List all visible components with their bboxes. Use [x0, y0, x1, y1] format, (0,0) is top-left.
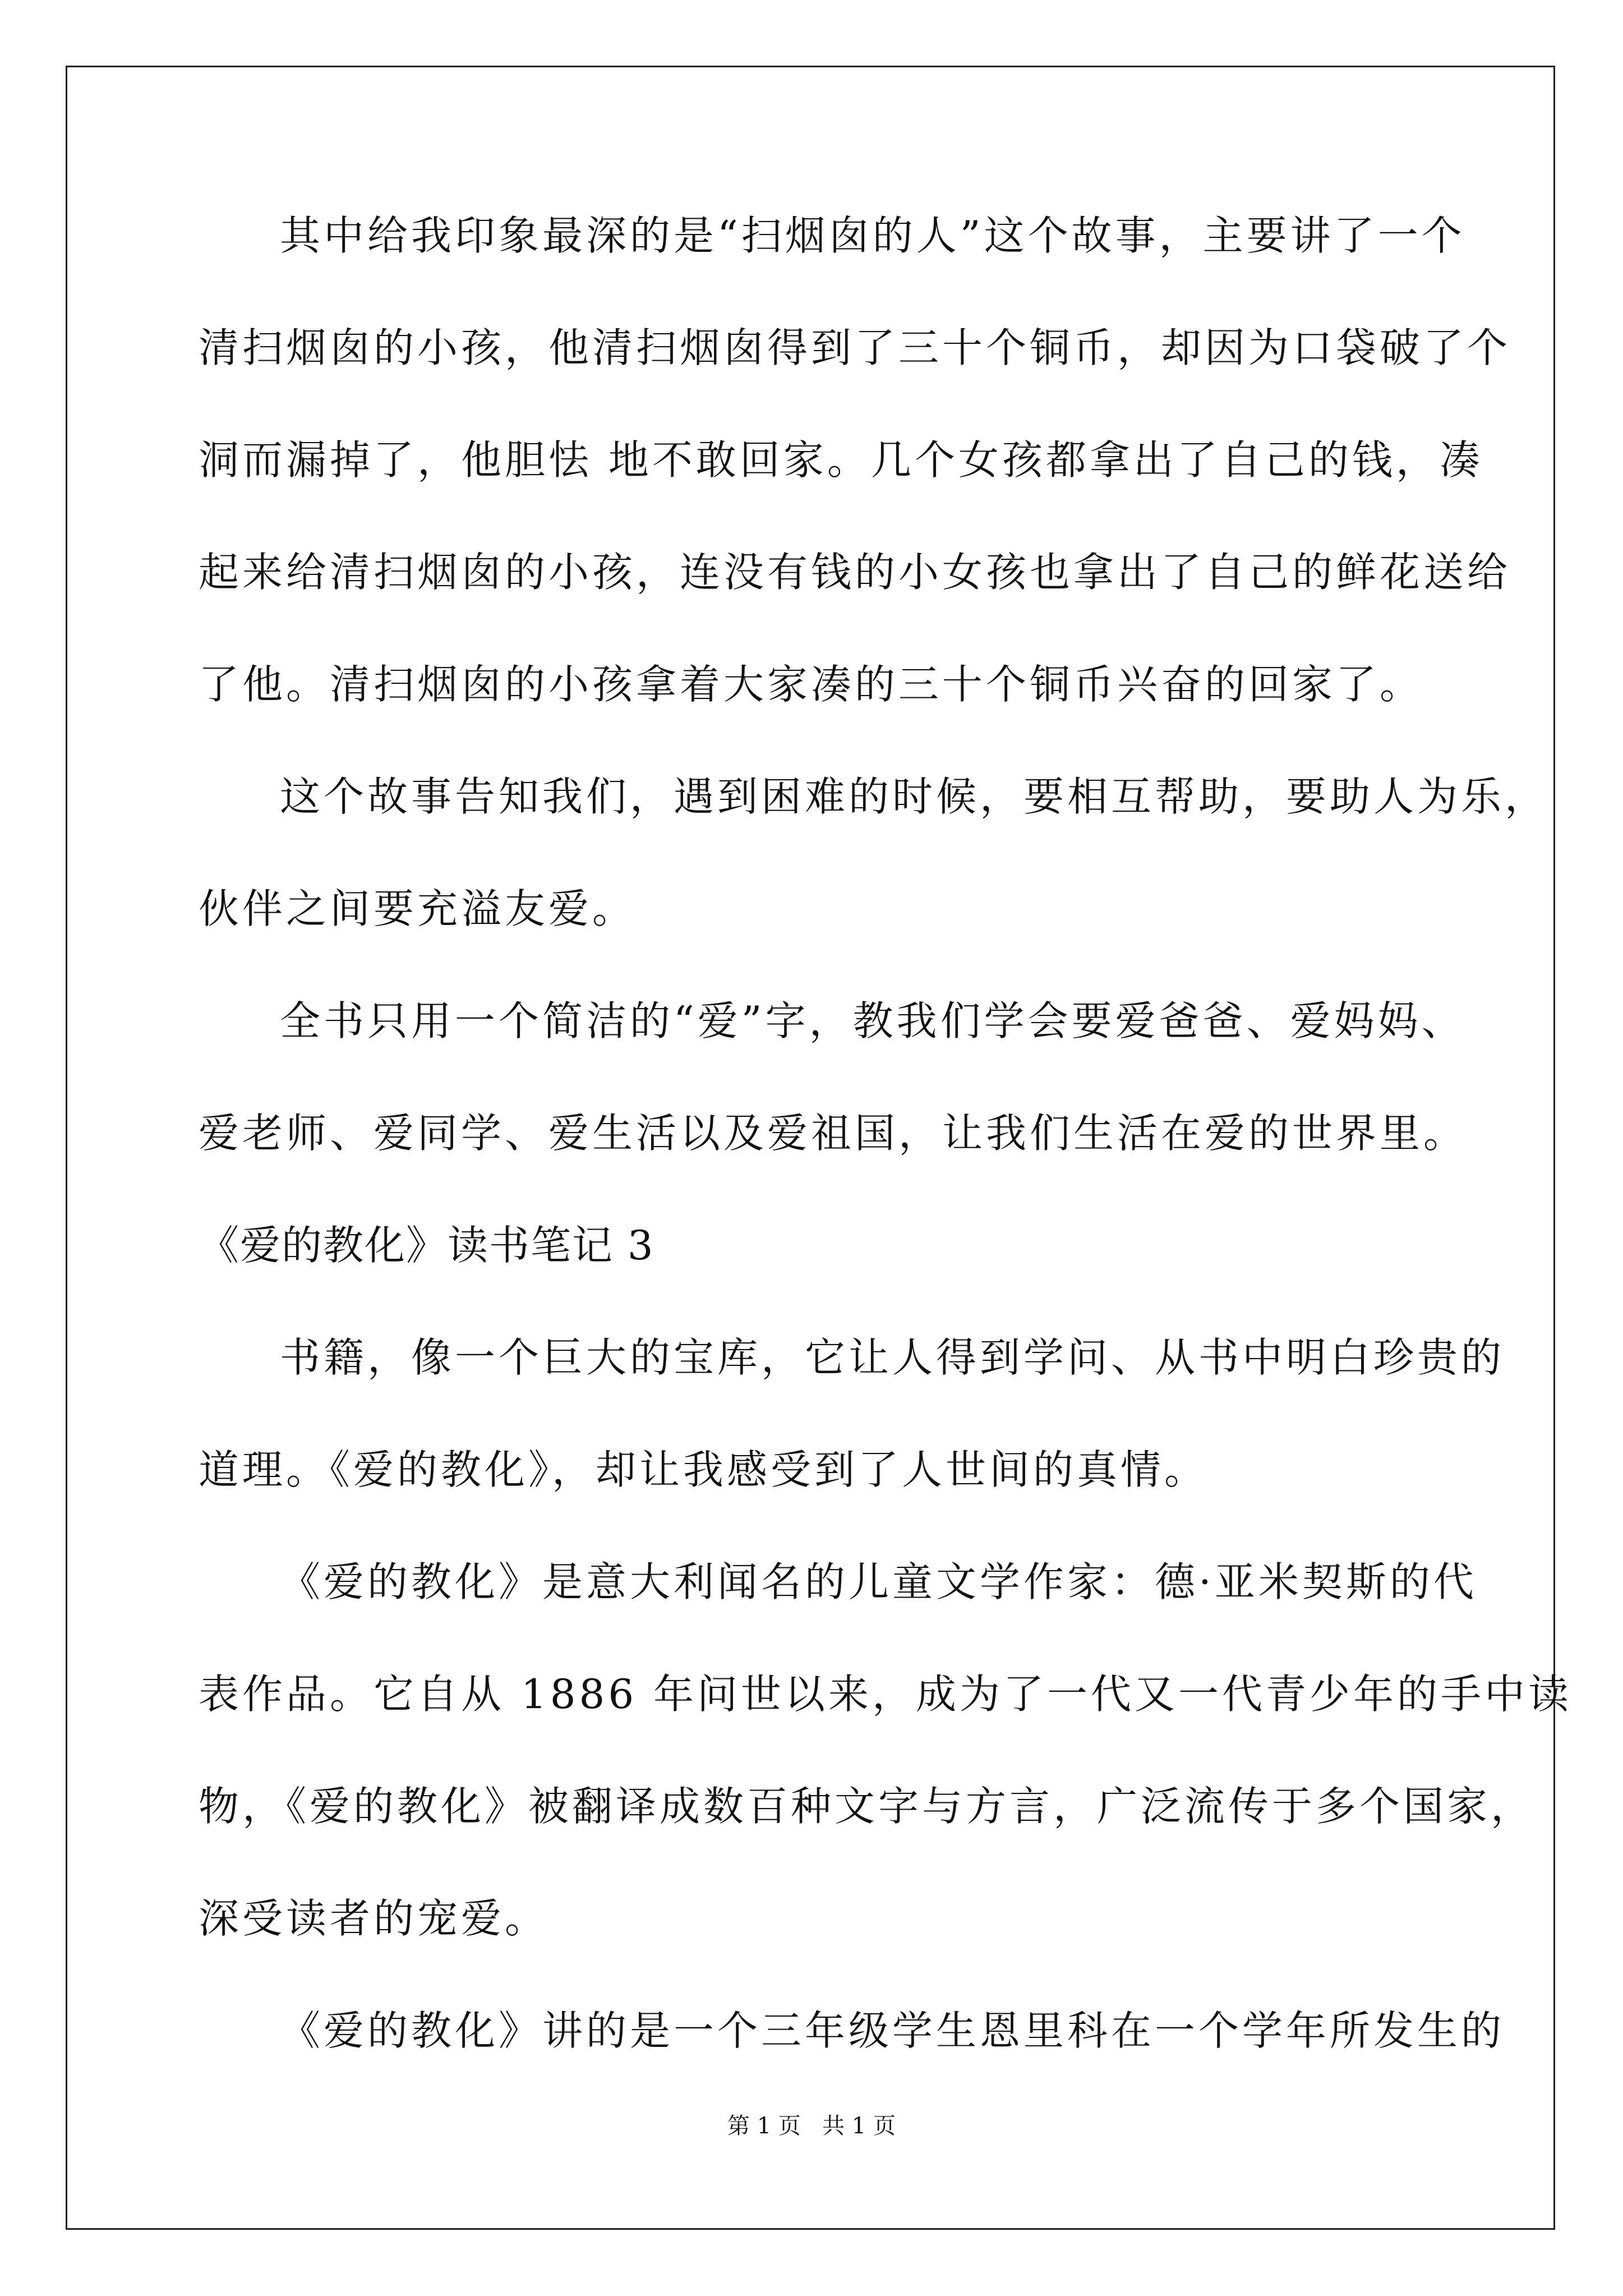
text-line: 爱老师、爱同学、爱生活以及爱祖国，让我们生活在爱的世界里。 — [199, 1110, 1468, 1157]
text-line: 书籍，像一个巨大的宝库，它让人得到学问、从书中明白珍贵的 — [280, 1334, 1505, 1381]
text-line: 全书只用一个简洁的“爱”字，教我们学会要爱爸爸、爱妈妈、 — [280, 997, 1465, 1045]
text-line: 起来给清扫烟囱的小孩，连没有钱的小女孩也拿出了自己的鲜花送给 — [199, 549, 1511, 596]
text-line: 《爱的教化》是意大利闻名的儿童文学作家：德·亚米契斯的代 — [280, 1558, 1477, 1605]
page-footer: 第 1 页 共 1 页 — [727, 2113, 896, 2139]
text-line: 其中给我印象最深的是“扫烟囱的人”这个故事，主要讲了一个 — [280, 212, 1465, 259]
text-line: 物，《爱的教化》被翻译成数百种文字与方言，广泛流传于多个国家， — [199, 1783, 1535, 1830]
text-line: 洞而漏掉了，他胆怯 地不敢回家。几个女孩都拿出了自己的钱，凑 — [199, 436, 1483, 484]
text-line: 了他。清扫烟囱的小孩拿着大家凑的三十个铜币兴奋的回家了。 — [199, 661, 1424, 708]
text-line: 深受读者的宠爱。 — [199, 1895, 549, 1942]
text-line: 这个故事告知我们，遇到困难的时候，要相互帮助，要助人为乐， — [280, 773, 1549, 820]
text-line: 伙伴之间要充溢友爱。 — [199, 885, 637, 932]
text-line: 表作品。它自从 1886 年问世以来，成为了一代又一代青少年的手中读 — [199, 1671, 1573, 1718]
section-heading: 《爱的教化》读书笔记 3 — [199, 1222, 654, 1269]
text-line: 道理。《爱的教化》，却让我感受到了人世间的真情。 — [199, 1446, 1209, 1493]
text-line: 清扫烟囱的小孩，他清扫烟囱得到了三十个铜币，却因为口袋破了个 — [199, 324, 1511, 371]
text-line: 《爱的教化》讲的是一个三年级学生恩里科在一个学年所发生的 — [280, 2007, 1505, 2054]
